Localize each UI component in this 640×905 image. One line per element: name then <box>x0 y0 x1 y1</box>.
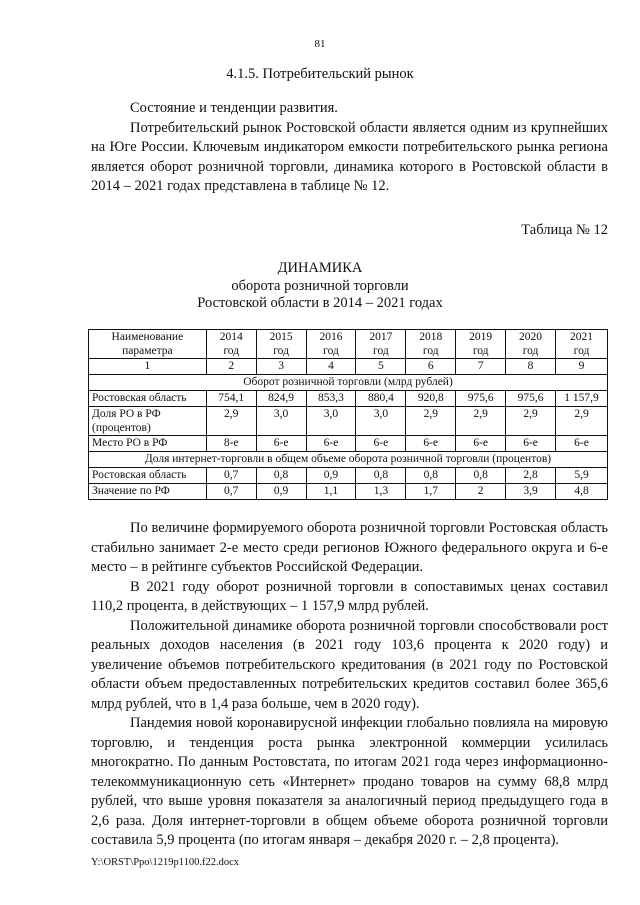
column-number-cell: 9 <box>556 359 608 375</box>
table-cell: 3,0 <box>256 407 306 436</box>
table-cell: 2,9 <box>406 407 456 436</box>
column-number-cell: 5 <box>356 359 406 375</box>
section-title: 4.1.5. Потребительский рынок <box>226 66 414 82</box>
header-cell-year: 2016 год <box>306 330 356 359</box>
table-cell: 6-е <box>306 436 356 452</box>
table-cell: 5,9 <box>556 468 608 484</box>
page-number: 81 <box>314 38 326 50</box>
table-cell: 6-е <box>506 436 556 452</box>
column-number-cell: 4 <box>306 359 356 375</box>
header-cell-year: 2015 год <box>256 330 306 359</box>
table-cell: 0,8 <box>356 468 406 484</box>
column-number-cell: 1 <box>89 359 207 375</box>
table-cell: 1,7 <box>406 484 456 500</box>
table-title-3: Ростовской области в 2014 – 2021 годах <box>197 295 443 311</box>
header-cell-year: 2017 год <box>356 330 406 359</box>
table-header-row <box>89 330 608 359</box>
row-label: Доля РО в РФ (процентов) <box>89 407 207 436</box>
column-number-cell: 2 <box>206 359 256 375</box>
header-cell-parameter: Наименование параметра <box>89 330 207 359</box>
table-cell: 754,1 <box>206 391 256 407</box>
body-paragraph-4: Пандемия новой коронавирусной инфекции глобально повлияла на мировую торговлю, и тенденция роста рынка электронной коммерции усилилась многократно. По данным Ростовстата, по итогам 2021 года через информационно-телекоммуникационную сеть «Интернет» продано товаров на сумму 68,8 млрд рублей, что выше уровня показателя за аналогичный период предыдущего года в 2,6 раза. Доля интернет-торговли в общем объеме оборота розничной торговли составила 5,9 процента (по итогам января – декабря 2020 г. – 2,8 процента). <box>91 715 608 848</box>
body-text <box>91 519 608 851</box>
table-section-row <box>89 375 608 391</box>
section-heading-turnover: Оборот розничной торговли (млрд рублей) <box>89 375 608 391</box>
table-cell: 2 <box>456 484 506 500</box>
table-cell: 0,8 <box>456 468 506 484</box>
table-row <box>89 484 608 500</box>
table-row <box>89 391 608 407</box>
header-cell-year: 2018 год <box>406 330 456 359</box>
row-label: Ростовская область <box>89 391 207 407</box>
table-cell: 3,0 <box>356 407 406 436</box>
body-paragraph-2: В 2021 году оборот розничной торговли в сопоставимых ценах составил 110,2 процента, в действующих – 1 157,9 млрд рублей. <box>91 578 608 614</box>
retail-turnover-table <box>88 329 608 500</box>
table-cell: 2,9 <box>456 407 506 436</box>
row-label: Место РО в РФ <box>89 436 207 452</box>
table-cell: 6-е <box>556 436 608 452</box>
table-cell: 920,8 <box>406 391 456 407</box>
table-cell: 0,9 <box>306 468 356 484</box>
table-cell: 975,6 <box>506 391 556 407</box>
table-cell: 880,4 <box>356 391 406 407</box>
column-number-row <box>89 359 608 375</box>
table-cell: 6-е <box>256 436 306 452</box>
table-section-row <box>89 452 608 468</box>
column-number-cell: 6 <box>406 359 456 375</box>
table-cell: 4,8 <box>556 484 608 500</box>
table-cell: 3,9 <box>506 484 556 500</box>
table-cell: 824,9 <box>256 391 306 407</box>
table-cell: 975,6 <box>456 391 506 407</box>
table-row <box>89 468 608 484</box>
table-cell: 0,7 <box>206 484 256 500</box>
table-cell: 2,9 <box>506 407 556 436</box>
intro-paragraph-1: Состояние и тенденции развития. <box>130 100 338 116</box>
header-cell-year: 2020 год <box>506 330 556 359</box>
table-cell: 0,8 <box>256 468 306 484</box>
table-cell: 8-е <box>206 436 256 452</box>
header-cell-year: 2014 год <box>206 330 256 359</box>
table-label: Таблица № 12 <box>521 222 608 238</box>
table-cell: 1,3 <box>356 484 406 500</box>
table-cell: 1 157,9 <box>556 391 608 407</box>
table-cell: 2,8 <box>506 468 556 484</box>
table-cell: 6-е <box>356 436 406 452</box>
table-row <box>89 436 608 452</box>
table-cell: 3,0 <box>306 407 356 436</box>
body-paragraph-3: Положительной динамике оборота розничной торговли способствовали рост реальных доходов населения (в 2021 году 103,6 процента к 2020 году) и увеличение объемов потребительского кредитования (в 2021 году по Ростовской области объем предоставленных потребительских кредитов составил более 365,6 млрд рублей, что в 1,4 раза больше, чем в 2020 году). <box>91 617 608 712</box>
table-cell: 0,8 <box>406 468 456 484</box>
column-number-cell: 8 <box>506 359 556 375</box>
body-paragraph-1: По величине формируемого оборота розничной торговли Ростовская область стабильно занимает 2-е место среди регионов Южного федерального округа и 6-е место – в рейтинге субъектов Российской Федерации. <box>91 520 608 575</box>
table-row <box>89 407 608 436</box>
table-cell: 2,9 <box>206 407 256 436</box>
intro-text <box>91 99 608 197</box>
table-cell: 1,1 <box>306 484 356 500</box>
header-cell-year: 2019 год <box>456 330 506 359</box>
row-label: Ростовская область <box>89 468 207 484</box>
table-cell: 853,3 <box>306 391 356 407</box>
table-cell: 0,7 <box>206 468 256 484</box>
table-cell: 6-е <box>406 436 456 452</box>
intro-paragraph-2: Потребительский рынок Ростовской области является одним из крупнейших на Юге России. Ключевым индикатором емкости потребительского рынка региона является оборот розничной торговли, динамика которого в Ростовской области в 2014 – 2021 годах представлена в таблице № 12. <box>91 119 608 194</box>
table-cell: 2,9 <box>556 407 608 436</box>
header-cell-year: 2021 год <box>556 330 608 359</box>
column-number-cell: 7 <box>456 359 506 375</box>
table-title-2: оборота розничной торговли <box>231 278 409 294</box>
table-title-1: ДИНАМИКА <box>277 260 363 276</box>
table-cell: 0,9 <box>256 484 306 500</box>
table-cell: 6-е <box>456 436 506 452</box>
row-label: Значение по РФ <box>89 484 207 500</box>
section-heading-internet-share: Доля интернет-торговли в общем объеме оборота розничной торговли (процентов) <box>89 452 608 468</box>
footer-file-path: Y:\ORST\Ppo\1219p1100.f22.docx <box>91 857 239 868</box>
column-number-cell: 3 <box>256 359 306 375</box>
